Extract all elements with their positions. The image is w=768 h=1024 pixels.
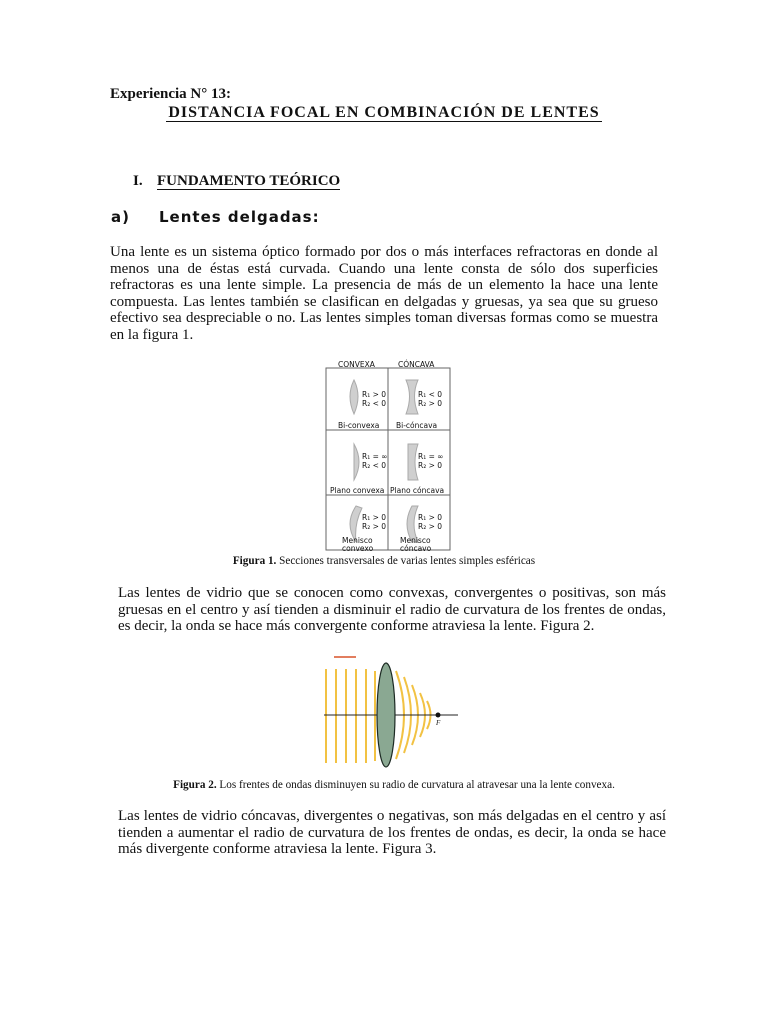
label-planoconvexa: Plano convexa — [330, 486, 385, 495]
convex-lens-icon — [377, 663, 395, 767]
label-menisco-concavo-2: cóncavo — [400, 544, 432, 553]
document-title — [0, 104, 768, 122]
label-biconcava: Bi-cóncava — [396, 421, 438, 430]
r1-planoconvex: R₁ = ∞ — [362, 452, 388, 461]
figure-2-convex-lens — [318, 647, 460, 771]
r1-convex-meniscus: R₁ > 0 — [362, 513, 387, 522]
figure-1-caption — [150, 555, 618, 567]
paragraph-concave: Las lentes de vidrio cóncavas, divergentes o negativas, son más delgadas en el centro y así tienden a aumentar el radio de curvatura de los frentes de ondas, es decir, la onda se hace más divergente conforme atraviesa la lente. Figura 3. — [118, 808, 666, 857]
label-biconvexa: Bi-convexa — [338, 421, 380, 430]
figure-2-caption-text: Los frentes de ondas disminuyen su radio de curvatura al atravesar una la lente convexa. — [216, 779, 615, 791]
figure-1-lens-types — [320, 358, 460, 552]
section-heading — [133, 173, 340, 190]
r1-biconcave: R₁ < 0 — [418, 390, 443, 399]
r2-planoconvex: R₂ < 0 — [362, 461, 387, 470]
label-menisco-convexo-1: Menisco — [342, 536, 373, 545]
paragraph-convex: Las lentes de vidrio que se conocen como convexas, convergentes o positivas, son más gruesas en el centro y así tienden a disminuir el radio de curvatura de los frentes de ondas, es decir, la onda se hace más convergente conforme atraviesa la lente. Figura 2. — [118, 585, 666, 634]
r2-concave-meniscus: R₂ > 0 — [418, 522, 443, 531]
experience-number: Experiencia N° 13: — [110, 86, 231, 102]
r1-biconvex: R₁ > 0 — [362, 390, 387, 399]
focal-point-icon — [436, 713, 441, 718]
r2-biconcave: R₂ > 0 — [418, 399, 443, 408]
focal-point-label: F — [436, 719, 441, 727]
subsection-number: a) — [111, 208, 130, 226]
label-planoconcava: Plano cóncava — [390, 486, 445, 495]
label-menisco-concavo-1: Menisco — [400, 536, 431, 545]
figure-2-diagram — [318, 647, 460, 771]
paragraph-intro: Una lente es un sistema óptico formado por dos o más interfaces refractoras en donde al menos una de éstas está curvada. Cuando una lente consta de sólo dos superficies refractoras es una lente simple. La presencia de más de un elemento la hace una lente compuesta. Las lentes también se clasifican en delgadas y gruesas, ya sea que su grueso efectivo sea despreciable o no. Las lentes simples toman diversas formas como se muestra en la figura 1. — [110, 244, 658, 343]
subsection-heading — [111, 208, 320, 226]
figure-2-caption-bold: Figura 2. — [173, 779, 217, 791]
label-menisco-convexo-2: convexo — [342, 544, 374, 553]
r1-planoconcave: R₁ = ∞ — [418, 452, 444, 461]
r1-concave-meniscus: R₁ > 0 — [418, 513, 443, 522]
title-text: DISTANCIA FOCAL EN COMBINACIÓN DE LENTES — [168, 104, 600, 121]
section-label: FUNDAMENTO TEÓRICO — [157, 173, 341, 189]
subsection-label: Lentes delgadas: — [159, 208, 320, 226]
figure-2-caption — [120, 779, 668, 791]
col-header-concava: CÓNCAVA — [398, 360, 435, 369]
r2-planoconcave: R₂ > 0 — [418, 461, 443, 470]
r2-biconvex: R₂ < 0 — [362, 399, 387, 408]
col-header-convexa: CONVEXA — [338, 360, 375, 369]
section-number: I. — [133, 173, 143, 189]
figure-1-caption-bold: Figura 1. — [232, 555, 277, 567]
r2-convex-meniscus: R₂ > 0 — [362, 522, 387, 531]
figure-1-caption-text: Secciones transversales de varias lentes simples esféricas — [276, 555, 536, 567]
